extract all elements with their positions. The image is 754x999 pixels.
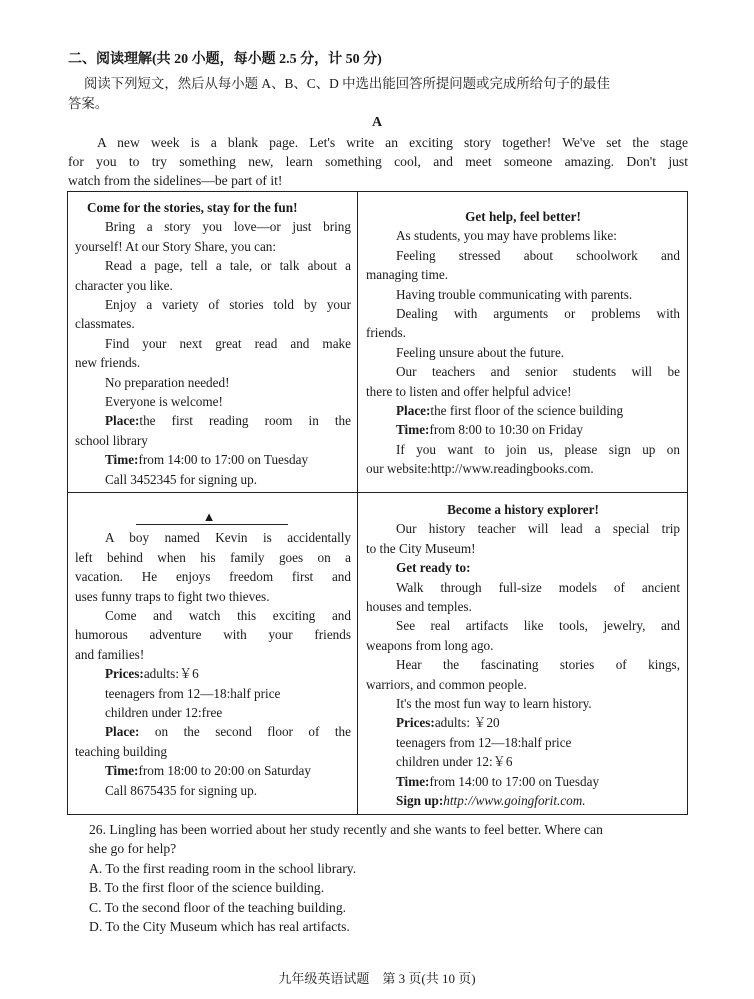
box3-line: and families! [75, 646, 145, 662]
signup-value: http://www.goingforit.com. [443, 793, 586, 809]
table-vertical-divider [357, 191, 358, 815]
box1-line: character you like. [75, 277, 173, 293]
box4-activity: It's the most fun way to learn history. [396, 696, 592, 712]
box4-activity: Hear the fascinating stories of kings, [396, 657, 680, 673]
box4-line: to the City Museum! [366, 540, 476, 556]
place-label: Place: [105, 413, 140, 429]
section-instruction-cont: 答案。 [68, 96, 109, 111]
box1-line: Enjoy a variety of stories told by your [105, 297, 351, 313]
box2-line: Dealing with arguments or problems with [396, 306, 680, 322]
box4-activity: warriors, and common people. [366, 676, 527, 692]
box1-line: No preparation needed! [105, 374, 230, 390]
box3-place-cont: teaching building [75, 743, 167, 759]
box3-line: left behind when his family goes on a [75, 549, 351, 565]
time-label: Time: [105, 763, 139, 779]
time-label: Time: [396, 422, 430, 438]
box1-line: new friends. [75, 355, 141, 371]
place-value: on the second floor of the [154, 724, 352, 740]
box-story-share-title: Come for the stories, stay for the fun! [87, 200, 298, 215]
box1-line: Find your next great read and make [105, 335, 351, 351]
box1-line: Bring a story you love—or just bring [105, 219, 351, 235]
question-26-option-b: B. To the first floor of the science building. [89, 880, 325, 895]
box-history [366, 500, 680, 811]
box3-time [75, 761, 351, 780]
box-get-help-title: Get help, feel better! [465, 209, 581, 224]
box4-line: Our history teacher will lead a special trip [396, 521, 680, 537]
box3-call: Call 8675435 for signing up. [105, 782, 258, 798]
box4-activity: houses and temples. [366, 599, 472, 615]
box3-line: Come and watch this exciting and [105, 608, 351, 624]
box3-line: humorous adventure with your friends [75, 627, 351, 643]
box4-signup [366, 791, 680, 810]
box3-prices-teens: teenagers from 12—18:half price [105, 685, 281, 701]
prices-label: Prices: [105, 666, 144, 682]
question-26-option-d: D. To the City Museum which has real artifacts. [89, 919, 350, 934]
prices-adults: adults: ￥20 [434, 715, 500, 731]
box4-prices-teens: teenagers from 12—18:half price [396, 734, 572, 750]
box-movie [75, 507, 351, 800]
box2-line: there to listen and offer helpful advice! [366, 383, 572, 399]
box1-time [75, 450, 351, 469]
time-value: from 18:00 to 20:00 on Saturday [138, 763, 311, 779]
time-value: from 14:00 to 17:00 on Tuesday [138, 452, 309, 468]
box3-prices-children: children under 12:free [105, 705, 223, 721]
box2-time [366, 420, 680, 439]
box2-join-cont: our website:http://www.readingbooks.com. [366, 461, 594, 477]
box-get-help [366, 207, 680, 479]
place-label: Place: [105, 724, 140, 740]
table-horizontal-divider [67, 492, 688, 493]
box2-line: Feeling unsure about the future. [396, 344, 565, 360]
box2-line: managing time. [366, 267, 449, 283]
prices-label: Prices: [396, 715, 435, 731]
box1-place-cont: school library [75, 432, 148, 448]
time-label: Time: [105, 452, 139, 468]
box1-line: Everyone is welcome! [105, 394, 223, 410]
box2-join: If you want to join us, please sign up on [396, 441, 680, 457]
section-heading: 二、阅读理解(共 20 小题，每小题 2.5 分，计 50 分) [68, 52, 382, 67]
question-26-stem: 26. Lingling has been worried about her study recently and she wants to feel better. Where can [89, 822, 603, 837]
box4-time [366, 772, 680, 791]
box-history-title: Become a history explorer! [447, 502, 599, 517]
box2-place [366, 401, 680, 420]
signup-label: Sign up: [396, 793, 444, 809]
box4-activity: See real artifacts like tools, jewelry, and [396, 618, 680, 634]
box1-line: classmates. [75, 316, 135, 332]
box1-line: Read a page, tell a tale, or talk about a [105, 258, 351, 274]
box3-prices [75, 664, 351, 683]
passage-intro-line-3: watch from the sidelines—be part of it! [68, 173, 283, 188]
box-story-share [75, 198, 351, 489]
box4-activity: weapons from long ago. [366, 637, 494, 653]
box4-ready: Get ready to: [396, 560, 471, 576]
title-blank-line [136, 524, 288, 525]
box2-line: Our teachers and senior students will be [396, 364, 680, 380]
box4-activity: Walk through full-size models of ancient [396, 579, 680, 595]
passage-label: A [371, 115, 383, 130]
passage-intro-line-2: for you to try something new, learn something cool, and meet someone amazing. Don't just [68, 154, 688, 169]
box1-place [75, 411, 351, 430]
box3-line: uses funny traps to fight two thieves. [75, 588, 270, 604]
page-footer: 九年级英语试题 第 3 页(共 10 页) [278, 971, 476, 986]
box4-prices [366, 713, 680, 732]
blank-title-symbol: ▲ [202, 509, 216, 524]
section-instruction: 阅读下列短文，然后从每小题 A、B、C、D 中选出能回答所提问题或完成所给句子的最佳 [84, 76, 610, 91]
box4-prices-children: children under 12:￥6 [396, 754, 513, 770]
question-26-option-a: A. To the first reading room in the school library. [89, 861, 357, 876]
question-26-stem-cont-text: she go for help? [89, 841, 177, 856]
box2-line: As students, you may have problems like: [396, 228, 617, 244]
box2-line: Having trouble communicating with parents. [396, 286, 633, 302]
place-value: the first floor of the science building [430, 403, 624, 419]
place-value: the first reading room in the [139, 413, 351, 429]
box3-place [75, 722, 351, 741]
question-26-stem-cont [89, 839, 176, 858]
box1-call: Call 3452345 for signing up. [105, 471, 258, 487]
box2-line: Feeling stressed about schoolwork and [396, 247, 680, 263]
box1-line: yourself! At our Story Share, you can: [75, 238, 277, 254]
box2-line: friends. [366, 325, 406, 341]
time-label: Time: [396, 773, 430, 789]
prices-adults: adults:￥6 [143, 666, 199, 682]
passage-intro-line-1: A new week is a blank page. Let's write an exciting story together! We've set the stage [97, 135, 688, 150]
box3-line: A boy named Kevin is accidentally [105, 530, 351, 546]
question-26-option-c: C. To the second floor of the teaching building. [89, 900, 347, 915]
time-value: from 14:00 to 17:00 on Tuesday [429, 773, 600, 789]
box3-line: vacation. He enjoys freedom first and [75, 569, 351, 585]
place-label: Place: [396, 403, 431, 419]
time-value: from 8:00 to 10:30 on Friday [429, 422, 583, 438]
